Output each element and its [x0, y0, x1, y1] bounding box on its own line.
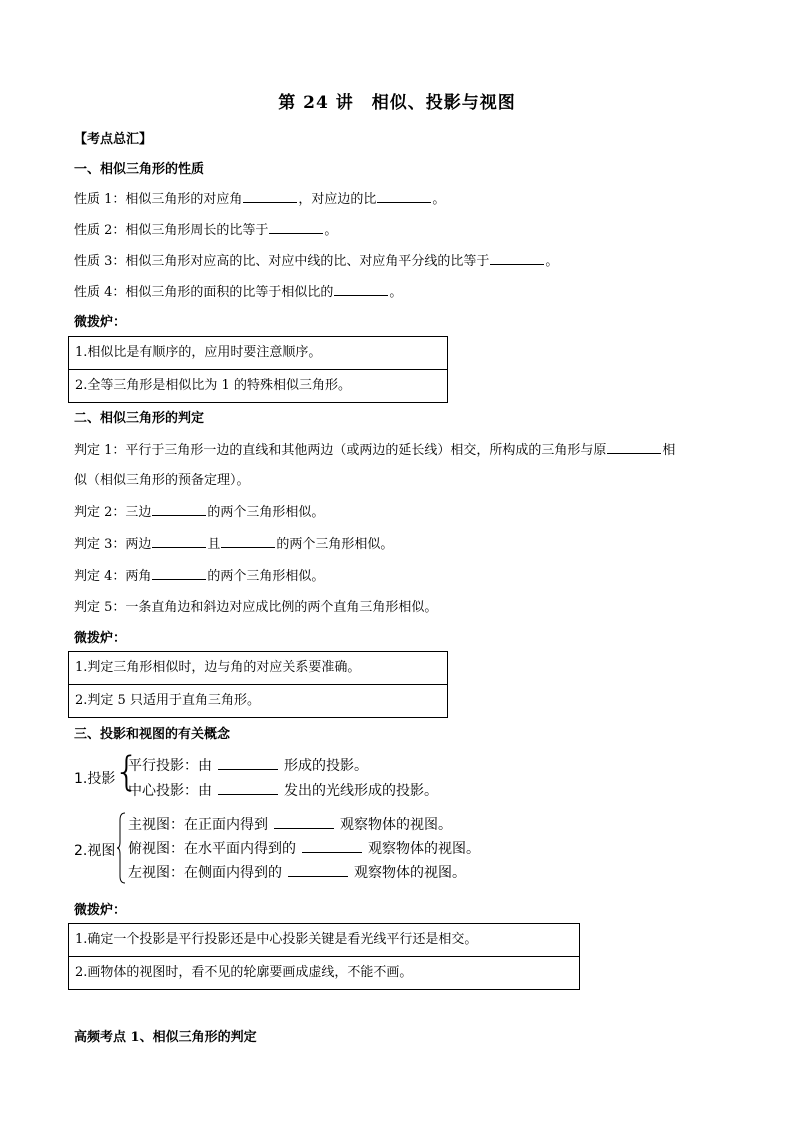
- blank: [334, 282, 388, 296]
- tip-row: 1.确定一个投影是平行投影还是中心投影关键是看光线平行还是相交。: [75, 932, 478, 947]
- tip-label: 微拨炉：: [74, 631, 127, 646]
- blank: [607, 440, 661, 454]
- summary-label: 【考点总汇】: [74, 132, 153, 147]
- tip-box-1: [68, 336, 448, 403]
- tip-row: 1.判定三角形相似时，边与角的对应关系要准确。: [75, 660, 361, 675]
- section3-heading: 三、投影和视图的有关概念: [74, 727, 231, 742]
- projection-center: 中心投影：由 发出的光线形成的投影。: [128, 783, 438, 799]
- view-left: 左视图：在侧面内得到的 观察物体的视图。: [128, 865, 466, 881]
- blank: [269, 220, 323, 234]
- blank: [152, 534, 206, 548]
- property-4: 性质 4：相似三角形的面积的比等于相似比的 。: [74, 281, 402, 300]
- blank: [274, 815, 334, 829]
- tip-label: 微拨炉：: [74, 903, 127, 918]
- tip-label: 微拨炉：: [74, 315, 127, 330]
- property-3: 性质 3：相似三角形对应高的比、对应中线的比、对应角平分线的比等于 。: [74, 250, 558, 269]
- blank: [152, 502, 206, 516]
- property-1: 性质 1：相似三角形的对应角 ，对应边的比 。: [74, 188, 445, 207]
- blank: [152, 566, 206, 580]
- blank: [218, 781, 278, 795]
- criterion-2: 判定 2：三边 的两个三角形相似。: [74, 501, 324, 520]
- criterion-1-cont: 似（相似三角形的预备定理）。: [74, 473, 250, 488]
- blank: [302, 839, 362, 853]
- criterion-5: 判定 5：一条直角边和斜边对应成比例的两个直角三角形相似。: [74, 600, 438, 615]
- section2-heading: 二、相似三角形的判定: [74, 411, 205, 426]
- tip-box-2: [68, 651, 448, 718]
- section1-heading: 一、相似三角形的性质: [74, 162, 205, 177]
- blank: [490, 251, 544, 265]
- blank: [377, 189, 431, 203]
- view-front: 主视图：在正面内得到 观察物体的视图。: [128, 817, 452, 833]
- tip-row: 1.相似比是有顺序的，应用时要注意顺序。: [75, 345, 322, 360]
- blank: [221, 534, 275, 548]
- blank: [218, 756, 278, 770]
- projection-parallel: 平行投影：由 形成的投影。: [128, 758, 368, 774]
- projection-label: 1.投影: [74, 771, 116, 787]
- criterion-3: 判定 3：两边 且 的两个三角形相似。: [74, 533, 393, 552]
- property-2: 性质 2：相似三角形周长的比等于 。: [74, 219, 337, 238]
- page-title: 第 24 讲 相似、投影与视图: [278, 93, 516, 113]
- blank: [288, 863, 348, 877]
- footer-heading: 高频考点 1、相似三角形的判定: [74, 1030, 257, 1045]
- criterion-4: 判定 4：两角 的两个三角形相似。: [74, 565, 324, 584]
- tip-row: 2.判定 5 只适用于直角三角形。: [69, 684, 447, 717]
- tip-row: 2.画物体的视图时，看不见的轮廓要画成虚线，不能不画。: [69, 956, 579, 989]
- blank: [243, 189, 297, 203]
- criterion-1: 判定 1：平行于三角形一边的直线和其他两边（或两边的延长线）相交，所构成的三角形与原 相: [74, 439, 675, 458]
- tip-box-3: [68, 923, 580, 990]
- view-label: 2.视图: [74, 843, 116, 859]
- left-brace-icon: {: [114, 749, 140, 795]
- tip-row: 2.全等三角形是相似比为 1 的特殊相似三角形。: [69, 369, 447, 402]
- left-brace-icon: [116, 812, 126, 884]
- view-top: 俯视图：在水平面内得到的 观察物体的视图。: [128, 841, 480, 857]
